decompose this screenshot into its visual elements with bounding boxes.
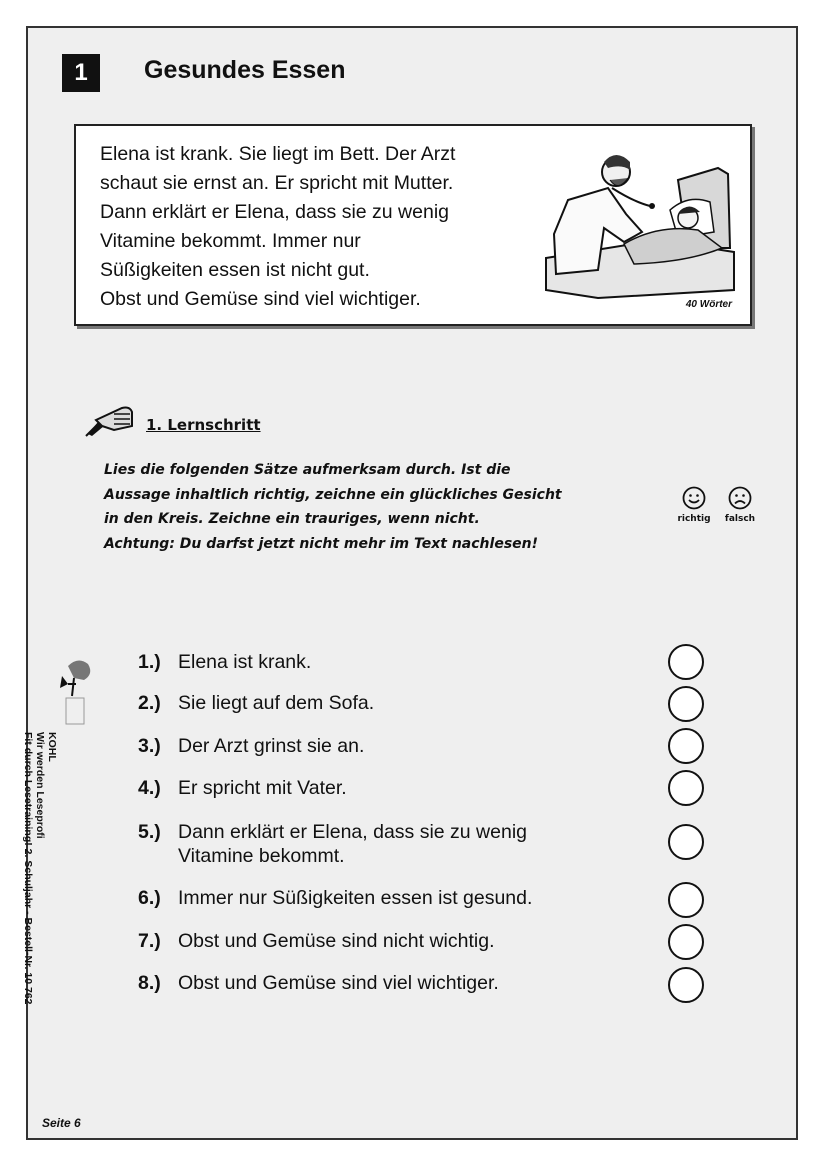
instruction-line: Aussage inhaltlich richtig, zeichne ein glückliches Gesicht (104, 486, 562, 503)
question-text: Sie liegt auf dem Sofa. (178, 692, 375, 714)
instruction-line: Lies die folgenden Sätze aufmerksam durch. Ist die (104, 462, 511, 478)
story-line: Elena ist krank. Sie liegt im Bett. Der Arzt (100, 143, 456, 165)
answer-circle[interactable] (668, 824, 704, 860)
story-line: Süßigkeiten essen ist nicht gut. (100, 259, 370, 281)
answer-circle[interactable] (668, 644, 704, 680)
instruction-line: in den Kreis. Zeichne ein trauriges, wenn nicht. (104, 511, 480, 527)
sad-face-icon (728, 486, 752, 510)
question-text: Obst und Gemüse sind viel wichtiger. (178, 972, 499, 994)
answer-circle[interactable] (668, 770, 704, 806)
story-line: Dann erklärt er Elena, dass sie zu wenig (100, 201, 450, 223)
instruction-line: Achtung: Du darfst jetzt nicht mehr im Text nachlesen! (104, 535, 538, 552)
section-number: 1 (62, 54, 100, 92)
answer-circle[interactable] (668, 924, 704, 960)
legend-label-richtig: richtig (677, 514, 711, 524)
story-line: Obst und Gemüse sind viel wichtiger. (100, 288, 421, 310)
question-number: 7.) (138, 930, 161, 952)
story-line: schaut sie ernst an. Er spricht mit Mutter. (100, 172, 454, 194)
doctor-illustration (538, 140, 736, 300)
sidebar-publisher: KOHL (46, 732, 58, 762)
answer-circle[interactable] (668, 686, 704, 722)
happy-face-icon (682, 486, 706, 510)
sidebar-line-2: Fit durch Lesetraining! 2. Schuljahr - Bestell-Nr. 10 762 (22, 732, 34, 1005)
question-text: Vitamine bekommt. (178, 845, 345, 867)
answer-circle[interactable] (668, 882, 704, 918)
instructions (104, 458, 664, 556)
answer-circle[interactable] (668, 967, 704, 1003)
question-text: Elena ist krank. (178, 651, 312, 673)
question-number: 3.) (138, 735, 161, 757)
question-text: Er spricht mit Vater. (178, 777, 347, 799)
question-number: 1.) (138, 651, 161, 673)
question-number: 5.) (138, 821, 161, 843)
question-number: 2.) (138, 692, 161, 714)
answer-circle[interactable] (668, 728, 704, 764)
question-text: Dann erklärt er Elena, dass sie zu wenig (178, 821, 528, 843)
question-text: Der Arzt grinst sie an. (178, 735, 365, 757)
worksheet-page (22, 26, 798, 1140)
page-title: Gesundes Essen (144, 56, 346, 84)
story-text (100, 140, 540, 314)
story-box (74, 124, 752, 326)
question-number: 8.) (138, 972, 161, 994)
publisher-sidebar (18, 732, 58, 1052)
story-line: Vitamine bekommt. Immer nur (100, 230, 361, 252)
legend-label-falsch: falsch (724, 514, 756, 524)
page-number: Seite 6 (42, 1116, 81, 1130)
question-text: Obst und Gemüse sind nicht wichtig. (178, 930, 495, 952)
writing-hand-icon (84, 400, 136, 438)
question-text: Immer nur Süßigkeiten essen ist gesund. (178, 887, 533, 909)
question-number: 4.) (138, 777, 161, 799)
word-count: 40 Wörter (685, 299, 732, 310)
publisher-logo (38, 654, 94, 726)
step-title: 1. Lernschritt (146, 416, 261, 434)
sidebar-line-1: Wir werden Leseprofi (34, 732, 46, 839)
question-number: 6.) (138, 887, 161, 909)
